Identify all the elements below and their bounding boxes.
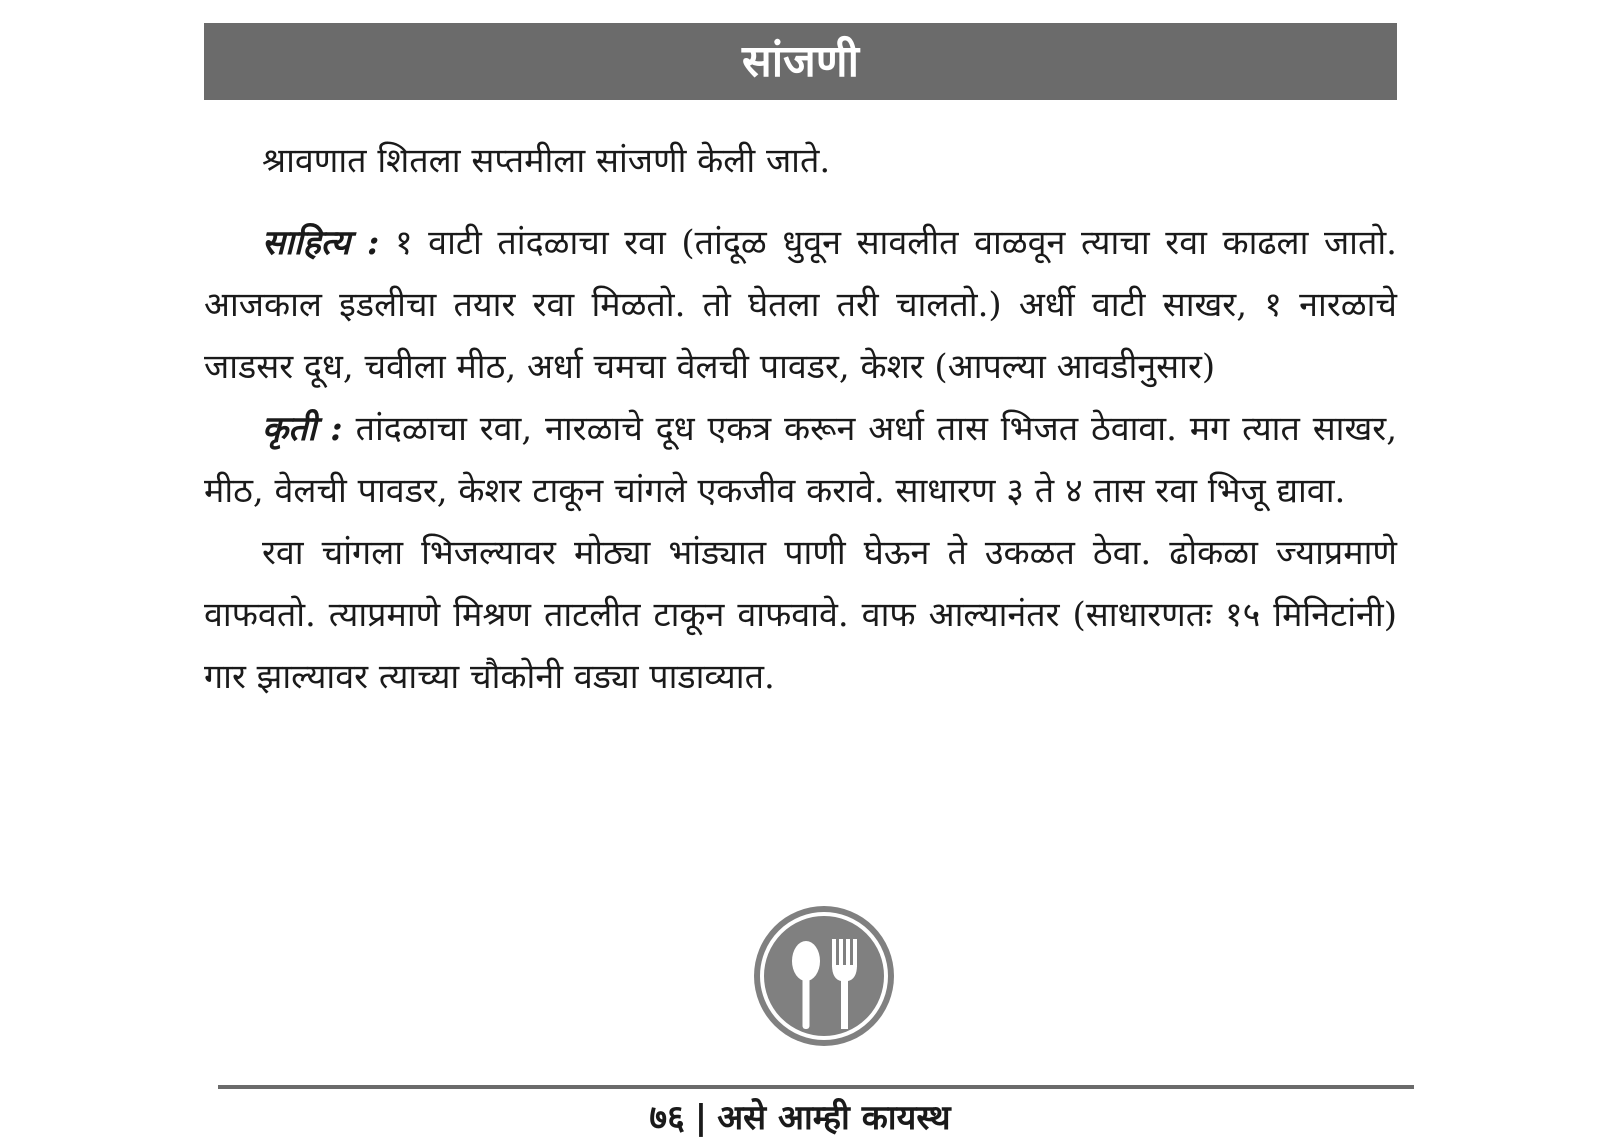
page-title: सांजणी: [742, 35, 859, 87]
method-text: तांदळाचा रवा, नारळाचे दूध एकत्र करून अर्धा तास भिजत ठेवावा. मग त्यात साखर, मीठ, वेलची पावडर, केशर टाकून चांगले एकजीव करावे. साधारण ३ ते ४ तास रवा भिजू द्यावा.: [204, 409, 1398, 511]
method-label: कृती :: [262, 409, 343, 449]
intro-paragraph: श्रावणात शितला सप्तमीला सांजणी केली जाते.: [262, 141, 831, 181]
page-number: ७६: [649, 1098, 685, 1138]
ingredients-text: १ वाटी तांदळाचा रवा (तांदूळ धुवून सावलीत वाळवून त्याचा रवा काढला जातो. आजकाल इडलीचा तयार रवा मिळतो. तो घेतला तरी चालतो.) अर्धी वाटी साखर, १ नारळाचे जाडसर दूध, चवीला मीठ, अर्धा चमचा वेलची पावडर, केशर (आपल्या आवडीनुसार): [204, 223, 1397, 387]
book-title: असे आम्ही कायस्थ: [717, 1098, 951, 1138]
title-bar: [204, 23, 1397, 100]
footer-separator: |: [694, 1098, 708, 1138]
ingredients-paragraph: [204, 212, 1397, 398]
steaming-paragraph: रवा चांगला भिजल्यावर मोठ्या भांड्यात पाणी घेऊन ते उकळत ठेवा. ढोकळा ज्याप्रमाणे वाफवतो. त्याप्रमाणे मिश्रण ताटलीत टाकून वाफवावे. वाफ आल्यानंतर (साधारणतः १५ मिनिटांनी) गार झाल्यावर त्याच्या चौकोनी वड्या पाडाव्यात.: [204, 533, 1397, 697]
footer-divider: [218, 1085, 1414, 1089]
page-footer: [0, 1098, 1600, 1138]
method-paragraph: [204, 398, 1397, 522]
ingredients-label: साहित्य :: [262, 223, 380, 263]
recipe-content: [204, 130, 1397, 708]
spoon-fork-icon: [751, 903, 897, 1049]
